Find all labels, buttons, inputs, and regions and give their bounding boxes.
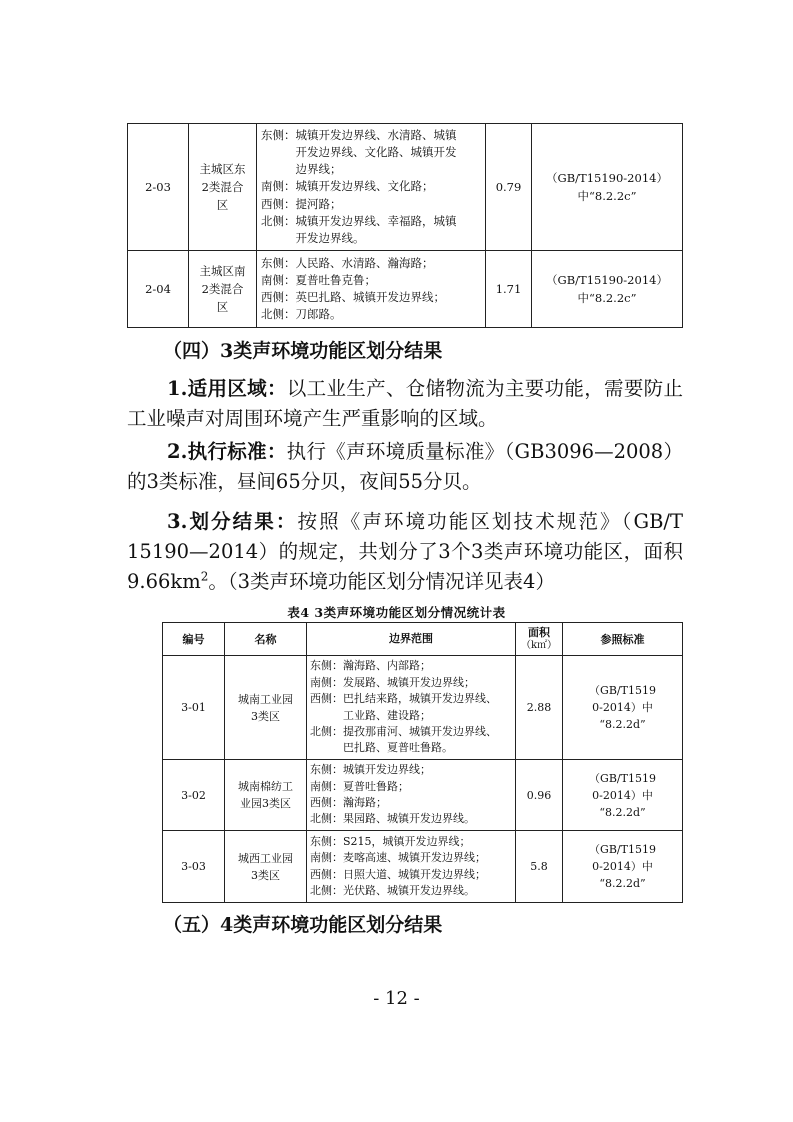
table-row: [128, 251, 683, 328]
zone-boundary: 东侧： S215，城镇开发边界线； 南侧： 麦喀高速、城镇开发边界线； 西侧： 日照大道、城镇开发边界线； 北侧： 光伏路、城镇开发边界线。: [307, 831, 516, 903]
label-result: 3.划分结果：: [167, 510, 298, 533]
zone-standard: （GB/T1519 0-2014）中 “8.2.2d”: [563, 831, 683, 903]
page-number: - 12 -: [373, 988, 420, 1009]
zone-3-table: [162, 622, 683, 903]
zone-boundary: 东侧： 城镇开发边界线、水清路、城镇 开发边界线、文化路、城镇开发 边界线； 南侧： 城镇开发边界线、文化路； 西侧： 提河路； 北侧： 城镇开发边界线、幸福路，城镇 开发边界线。: [257, 124, 486, 251]
zone-area: 0.79: [486, 124, 532, 251]
zone-boundary: 东侧： 城镇开发边界线； 南侧： 夏普吐鲁路； 西侧： 瀚海路； 北侧： 果园路、城镇开发边界线。: [307, 760, 516, 831]
zone-name: 城西工业园 3类区: [225, 831, 307, 903]
zone-id: 3-03: [163, 831, 225, 903]
zone-boundary: 东侧： 瀚海路、内部路； 南侧： 发展路、城镇开发边界线； 西侧： 巴扎结来路，城镇开发边界线、 工业路、建设路； 北侧： 提孜那甫河、城镇开发边界线、 巴扎路、夏普吐鲁路。: [307, 656, 516, 760]
zone-name: 城南工业园 3类区: [225, 656, 307, 760]
zone-name: 城南棉纺工 业园3类区: [225, 760, 307, 831]
zone-standard: （GB/T1519 0-2014）中 “8.2.2d”: [563, 656, 683, 760]
zone-standard: （GB/T15190-2014） 中“8.2.2c”: [532, 251, 683, 328]
section-heading-4: （四）3类声环境功能区划分结果: [163, 340, 443, 362]
zone-id: 3-02: [163, 760, 225, 831]
zone-name: 主城区南 2类混合 区: [189, 251, 257, 328]
zone-standard: （GB/T1519 0-2014）中 “8.2.2d”: [563, 760, 683, 831]
zone-area: 1.71: [486, 251, 532, 328]
table-caption: 表4 3类声环境功能区划分情况统计表: [287, 605, 506, 620]
header-name: 名称: [225, 623, 307, 656]
zone-boundary: 东侧： 人民路、水清路、瀚海路； 南侧： 夏普吐鲁克鲁； 西侧： 英巴扎路、城镇开发边界线； 北侧： 刀郎路。: [257, 251, 486, 328]
header-boundary: 边界范围: [307, 623, 516, 656]
paragraph-result: 3.划分结果：按照《声环境功能区划技术规范》（GB/T 15190—2014）的规定，共划分了3个3类声环境功能区，面积 $9.66km^2$。（3类声环境功能区划分情况详见表4）: [127, 510, 683, 593]
paragraph-applicable-area: 1.适用区域：以工业生产、仓储物流为主要功能，需要防止 工业噪声对周围环境产生严重影响的区域。: [127, 377, 683, 430]
zone-name: 主城区东 2类混合 区: [189, 124, 257, 251]
label-standard: 2.执行标准：: [167, 440, 287, 463]
table-row: [163, 760, 683, 831]
zone-id: 2-04: [128, 251, 189, 328]
header-id: 编号: [163, 623, 225, 656]
header-area: 面积 （k㎡）: [516, 623, 563, 656]
table-row: [128, 124, 683, 251]
zone-id: 2-03: [128, 124, 189, 251]
table-row: [163, 656, 683, 760]
zone-area: 5.8: [516, 831, 563, 903]
paragraph-standard: 2.执行标准：执行《声环境质量标准》（GB3096—2008） 的3类标准，昼间65分贝，夜间55分贝。: [127, 440, 683, 493]
zone-area: 0.96: [516, 760, 563, 831]
zone-area: 2.88: [516, 656, 563, 760]
table-row: [163, 831, 683, 903]
label-applicable-area: 1.适用区域：: [167, 377, 287, 400]
table-header-row: [163, 623, 683, 656]
header-standard: 参照标准: [563, 623, 683, 656]
zone-table-continued: [127, 123, 683, 328]
zone-standard: （GB/T15190-2014） 中“8.2.2c”: [532, 124, 683, 251]
section-heading-5: （五）4类声环境功能区划分结果: [163, 914, 443, 936]
zone-id: 3-01: [163, 656, 225, 760]
